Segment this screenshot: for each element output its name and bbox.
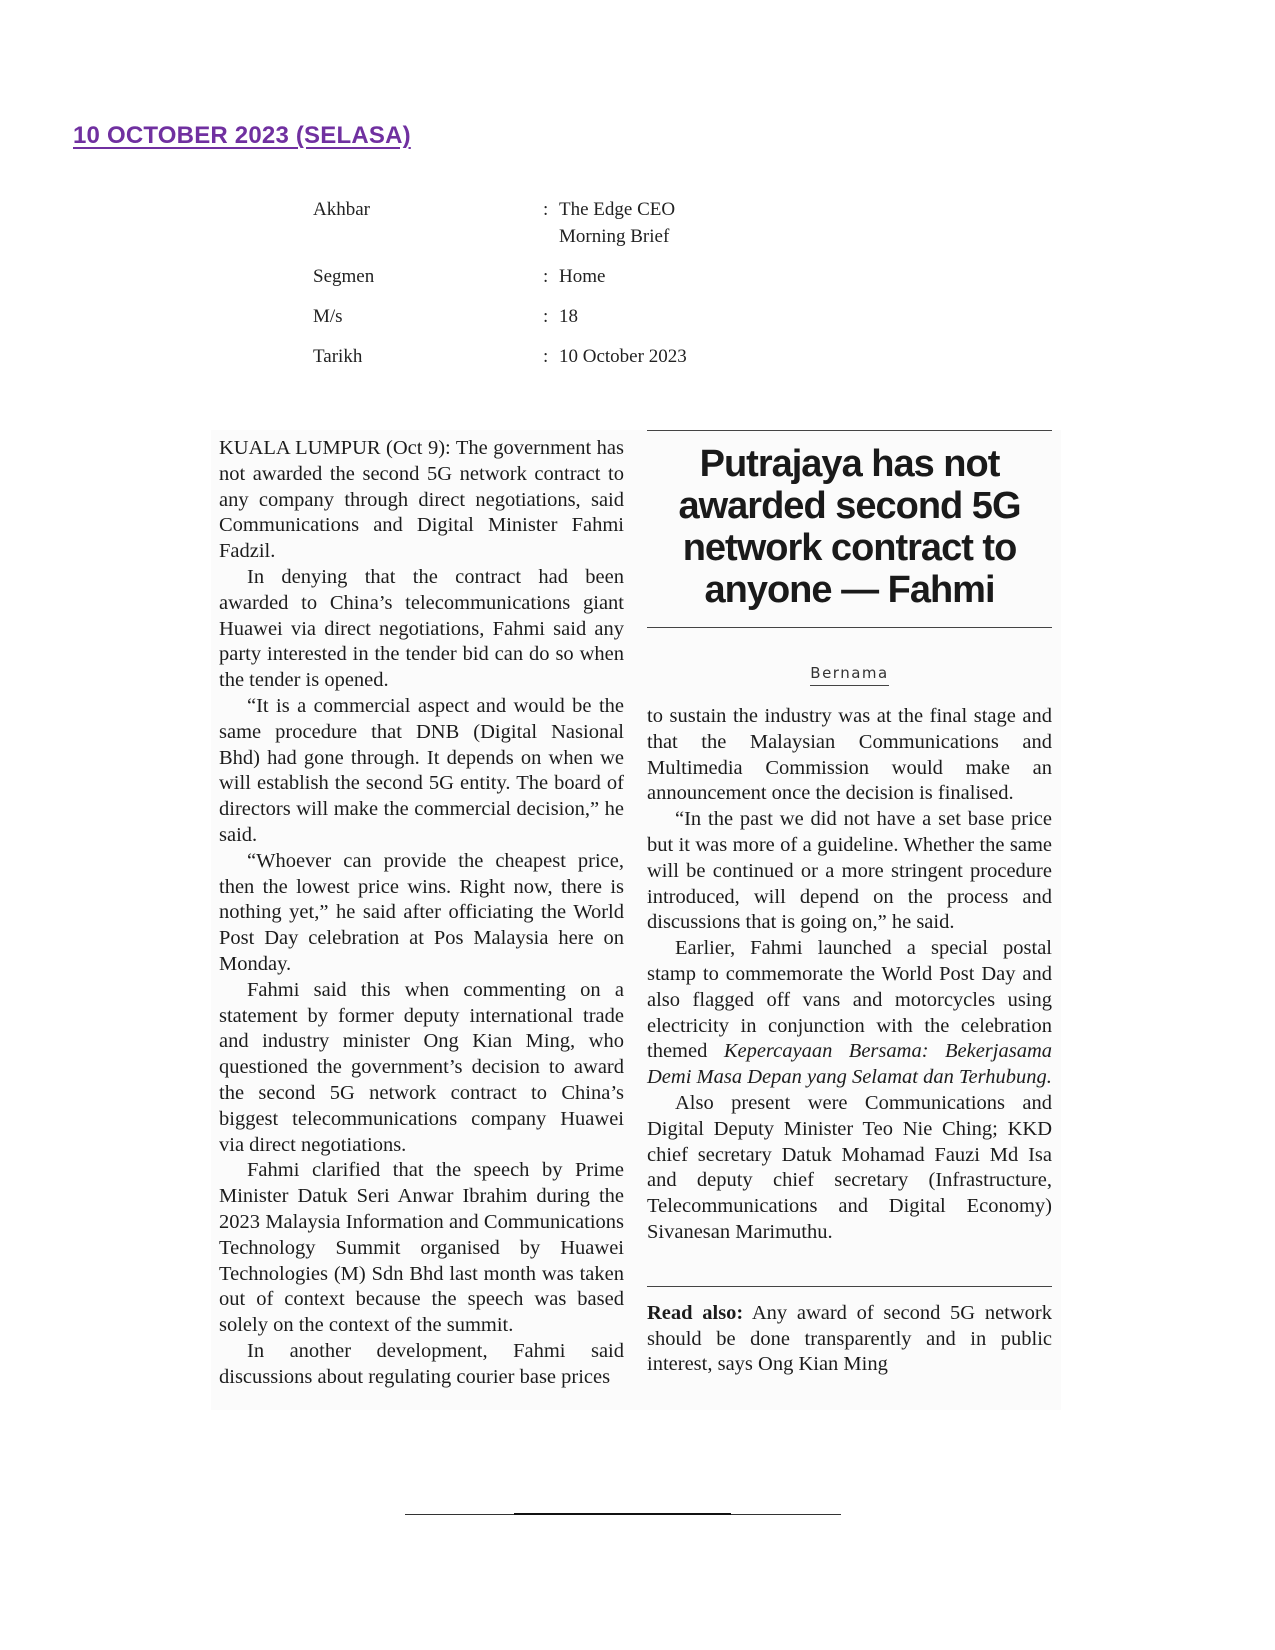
article-right-column: [647, 430, 1052, 1378]
read-also-link[interactable]: Any award of second 5G network should be done transparently and in public interest, says Ong Kian Ming: [647, 1301, 1052, 1376]
byline-wrap: [647, 664, 1052, 686]
meta-label: Tarikh: [313, 346, 363, 367]
page-date-heading: 10 OCTOBER 2023 (SELASA): [73, 122, 411, 149]
meta-colon: :: [543, 306, 549, 327]
meta-label: Segmen: [313, 266, 375, 287]
article-paragraph: Fahmi said this when commenting on a statement by former deputy international trade and industry minister Ong Kian Ming, who questioned the government’s decision to award the second 5G network contract to China’s biggest telecommunications company Huawei via direct negotiations.: [219, 978, 624, 1156]
headline-bottom-rule: [647, 627, 1052, 628]
meta-colon: :: [543, 346, 549, 367]
article-headline: Putrajaya has not awarded second 5G network contract to anyone — Fahmi: [678, 443, 1021, 611]
article-paragraph: KUALA LUMPUR (Oct 9): The government has not awarded the second 5G network contract to any company through direct negotiations, said Communications and Digital Minister Fahmi Fadzil.: [219, 437, 624, 563]
meta-label: Akhbar: [313, 199, 370, 220]
article-paragraph: to sustain the industry was at the final stage and that the Malaysian Communications and Multimedia Commission would make an announcement once the decision is finalised.: [647, 705, 1052, 805]
article-paragraph: Also present were Communications and Digital Deputy Minister Teo Nie Ching; KKD chief secretary Datuk Mohamad Fauzi Md Isa and deputy chief secretary (Infrastructure, Telecommunications and Digital Economy) Sivanesan Marimuthu.: [647, 1091, 1052, 1243]
article-paragraph: “Whoever can provide the cheapest price, then the lowest price wins. Right now, there is nothing yet,” he said after officiating the World Post Day celebration at Pos Malaysia here on Monday.: [219, 849, 624, 975]
meta-value: The Edge CEO Morning Brief: [559, 199, 676, 247]
article-paragraph: “In the past we did not have a set base price but it was more of a guideline. Whether the same will be continued or a more stringent procedure introduced, will depend on the process and discussions that is going on,” he said.: [647, 808, 1052, 934]
read-also-box: [647, 1286, 1052, 1378]
campaign-theme: Kepercayaan Bersama: Bekerjasama Demi Masa Depan yang Selamat dan Terhubung.: [647, 1040, 1052, 1089]
newspaper-clipping: [211, 430, 1061, 1410]
article-paragraph: “It is a commercial aspect and would be the same procedure that DNB (Digital Nasional Bhd) had gone through. It depends on when we will establish the second 5G entity. The board of directors will make the commercial decision,” he said.: [219, 694, 624, 846]
article-byline: Bernama: [810, 664, 888, 686]
meta-colon: :: [543, 266, 549, 287]
article-paragraph: In another development, Fahmi said discussions about regulating courier base prices: [219, 1339, 624, 1388]
article-paragraph: [647, 936, 1052, 1091]
meta-value: 10 October 2023: [559, 346, 687, 367]
article-paragraph: In denying that the contract had been awarded to China’s telecommunications giant Huawei via direct negotiations, Fahmi said any party interested in the tender bid can do so when the tender is opened.: [219, 565, 624, 692]
article-paragraph: Fahmi clarified that the speech by Prime Minister Datuk Seri Anwar Ibrahim during the 2023 Malaysia Information and Communications Technology Summit organised by Huawei Technologies (M) Sdn Bhd last month was taken out of context because the speech was based solely on the context of the summit.: [219, 1159, 624, 1337]
meta-label: M/s: [313, 306, 343, 327]
paragraph-text: Earlier, Fahmi launched a special postal stamp to commemorate the World Post Day and also flagged off vans and motorcycles using electricity in conjunction with the celebration themed: [647, 937, 1052, 1063]
read-also-label: Read also:: [647, 1301, 744, 1324]
meta-row-tarikh: [313, 343, 729, 370]
meta-colon: :: [543, 199, 549, 220]
meta-value: Home: [559, 266, 606, 287]
meta-value: 18: [559, 306, 578, 327]
meta-row-akhbar: [313, 196, 729, 250]
meta-row-page: [313, 303, 729, 330]
meta-row-segmen: [313, 263, 729, 290]
clipping-metadata: [313, 196, 729, 383]
article-right-body: [647, 704, 1052, 1246]
article-left-column: [219, 436, 624, 1390]
footer-divider-accent: [514, 1513, 731, 1515]
